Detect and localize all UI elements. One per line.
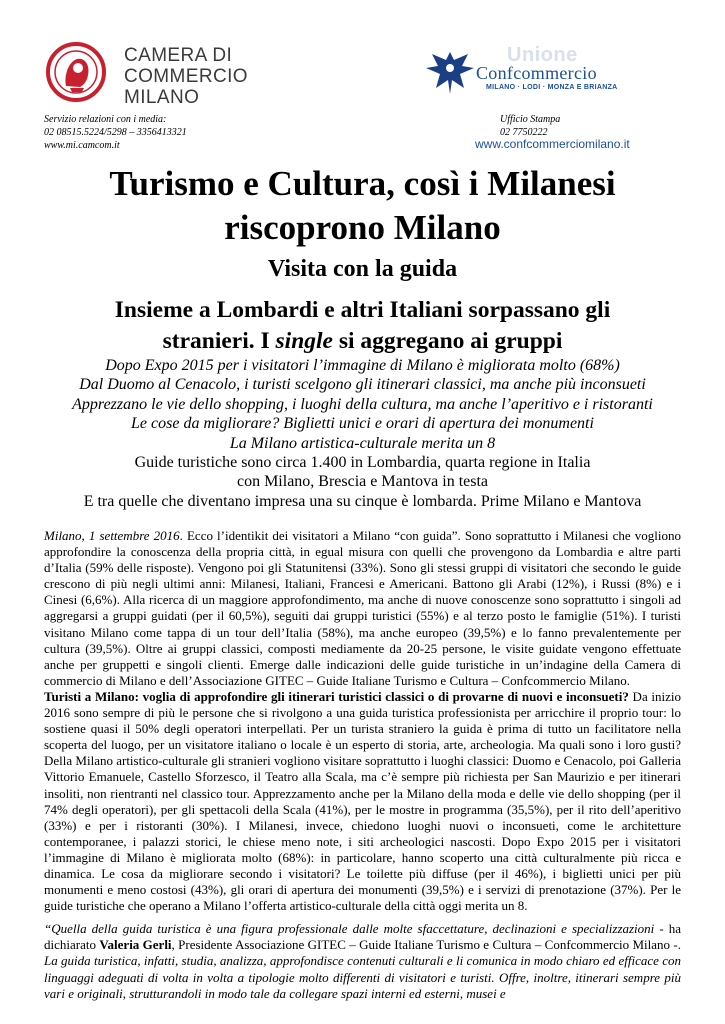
highlight-line: E tra quelle che diventano impresa una su cinque è lombarda. Prime Milano e Mantova bbox=[83, 492, 642, 510]
confcommercio-name: Confcommercio bbox=[476, 63, 597, 83]
highlight-line: La Milano artistica-culturale merita un 8 bbox=[229, 434, 496, 452]
confcommercio-eagle-icon bbox=[424, 48, 476, 96]
article-body bbox=[44, 528, 681, 1002]
paragraph-2: Turisti a Milano: voglia di approfondire gli itinerari turistici classici o di provarne di nuovi e inconsueti? Da inizio 2016 sono sempre di più le persone che si rivolgono a una guida turistica professionista per arricchire il proprio tour: lo sostiene quasi il 50% degli operatori interpellati. Per un turista straniero la guida è prima di tutto un facilitatore nella scoperta del luogo, per un visitatore italiano o locale è un esperto di storia, arte, archeologia. Ma quali sono i loro gusti? Della Milano artistico-culturale gli stranieri vogliono visitare soprattutto i luoghi classici: Duomo e Cenacolo, poi Galleria Vittorio Emanuele, Castello Sforzesco, il Teatro alla Scala, ma c’è sempre più richiesta per San Maurizio e per itinerari insoliti, non rientranti nel classico tour. Apprezzamento anche per la Milano della moda e delle vie dello shopping (per il 74% degli operatori), per gli spettacoli della Scala (41%), per le mostre in programma (35,5%), per il rito dell’aperitivo (33%) e per i ristoranti (30%). I Milanesi, invece, chiedono luoghi nuovi o inconsueti, come le architetture contemporanee, i palazzi storici, le chiese meno note, i siti archeologici nascosti. Dopo Expo 2015 per i visitatori l’immagine di Milano è migliorata molto (68%): in particolare, hanno scoperto una città culturalmente più ricca e dinamica. Le cosa da migliorare secondo i visitatori? Le toilette più diffuse (per il 46%), i biglietti unici per più monumenti e meno costosi (43%), gli orari di apertura dei monumenti (39,5%) e i servizi di prenotazione (37%). Per le guide turistiche che operano a Milano l’offerta artistico-culturale della città oggi merita un 8. bbox=[44, 688, 681, 914]
camcom-website-link[interactable]: www.mi.camcom.it bbox=[44, 140, 120, 151]
confcommercio-subtitle: MILANO · LODI · MONZA E BRIANZA bbox=[486, 84, 618, 91]
highlight-line: Dopo Expo 2015 per i visitatori l’immagine di Milano è migliorata molto (68%) bbox=[105, 357, 620, 374]
highlights bbox=[30, 356, 695, 511]
camera-commercio-logo-icon bbox=[44, 40, 108, 104]
highlight-line: Guide turistiche sono circa 1.400 in Lombardia, quarta regione in Italia bbox=[134, 454, 591, 472]
camera-commercio-name: CAMERA DI COMMERCIO MILANO bbox=[124, 45, 248, 108]
paragraph-1: Milano, 1 settembre 2016. Ecco l’identikit dei visitatori a Milano “con guida”. Sono soprattutto i Milanesi che vogliono approfondire la conoscenza della propria città, in egual misura con quelli che provengono da Lombardia e altre parti d’Italia (59% delle risposte). Vengono poi gli Statunitensi (33%). Sono gli stessi gruppi di visitatori che secondo le guide crescono di più negli ultimi anni: Milanesi, Italiani, Francesi e Americani. Battono gli Arabi (12%), i Russi (8%) e i Cinesi (6,6%). Alla ricerca di un maggiore approfondimento, ma anche di nuove conoscenze sono soprattutto i singoli ad aggregarsi a gruppi guidati (per il 60,5%), seguiti dai gruppi turistici (55%) e al terzo posto le famiglie (51%). I turisti visitano Milano come tappa di un tour dell’Italia (58%), ma anche europeo (39,5%) e lo fanno prevalentemente per cultura (39,5%). Oltre ai gruppi classici, composti mediamente da 20-25 persone, le visite guidate vengono effettuate anche per gruppetti e singoli clienti. Emerge dalle indicazioni delle guide turistiche in un’indagine della Camera di commercio di Milano e dell’Associazione GITEC – Guide Italiane Turismo e Cultura – Confcommercio Milano. bbox=[44, 528, 681, 688]
highlight-line: con Milano, Brescia e Mantova in testa bbox=[236, 473, 489, 491]
highlight-line: Apprezzano le vie dello shopping, i luoghi della cultura, ma anche l’aperitivo e i ristoranti bbox=[72, 395, 653, 413]
paragraph-3: “Quella della guida turistica è una figura professionale dalle molte sfaccettature, declinazioni e specializzazioni - ha dichiarato Valeria Gerli, Presidente Associazione GITEC – Guide Italiane Turismo e Cultura – Confcommercio Milano -. La guida turistica, infatti, studia, analizza, approfondisce contenuti culturali e li comunica in modo chiaro ed efficace con linguaggi adeguati di volta in volta a tipologie molto differenti di visitatori e turisti. Offre, inoltre, itinerari sempre più vari e originali, strutturandoli in modo tale da collegare spazi interni ed esterni, musei e bbox=[44, 921, 681, 1001]
unione-watermark: Unione bbox=[507, 44, 578, 66]
headline: Insieme a Lombardi e altri Italiani sorpassano gli stranieri. I single si aggregano ai gruppi bbox=[114, 297, 611, 354]
highlight-line: Le cose da migliorare? Biglietti unici e orari di apertura dei monumenti bbox=[131, 415, 594, 433]
highlight-line: Dal Duomo al Cenacolo, i turisti scelgono gli itinerari classici, ma anche più inconsueti bbox=[79, 376, 646, 394]
media-contact-left: Servizio relazioni con i media: 02 08515.5224/5298 – 3356413321 bbox=[44, 114, 187, 138]
main-subtitle: Visita con la guida bbox=[267, 256, 458, 282]
press-office-contact-right: Ufficio Stampa 02 7750222 bbox=[500, 114, 561, 138]
confcommercio-website-link[interactable]: www.confcommerciomilano.it bbox=[475, 137, 630, 151]
main-title: Turismo e Cultura, così i Milanesi riscoprono Milano bbox=[109, 164, 616, 247]
